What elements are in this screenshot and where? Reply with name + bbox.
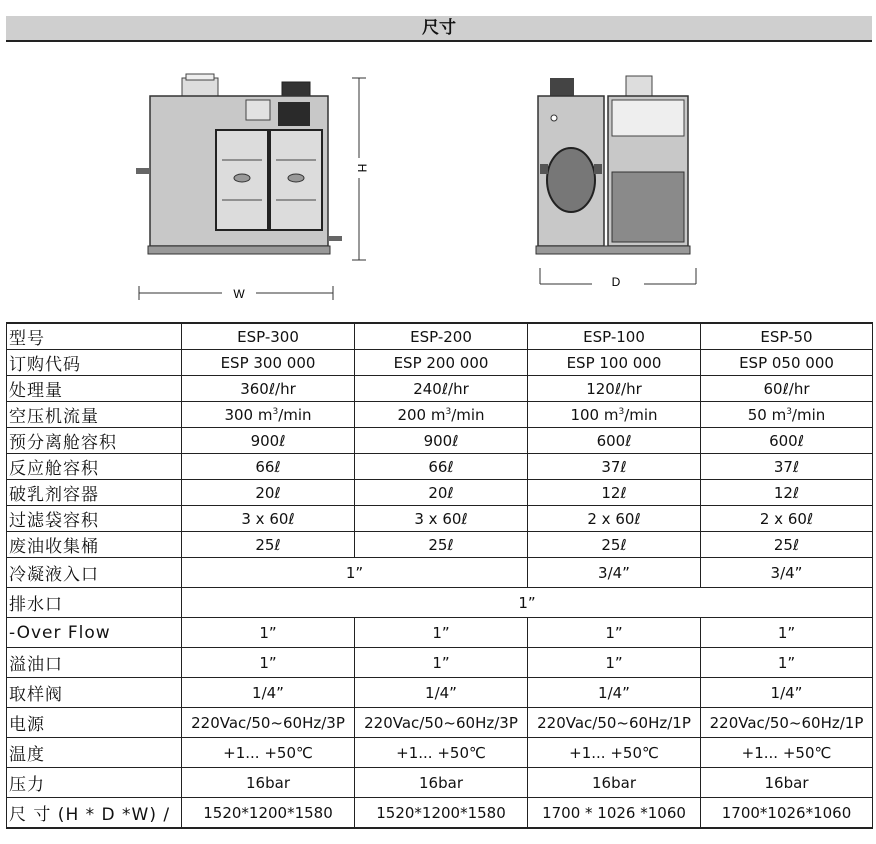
table-cell: 12ℓ bbox=[528, 480, 701, 506]
table-cell: 1700 * 1026 *1060 bbox=[528, 798, 701, 829]
table-cell: 220Vac/50~60Hz/1P bbox=[701, 708, 873, 738]
row-label: 溢油口 bbox=[7, 648, 182, 678]
table-cell: 1” bbox=[355, 618, 528, 648]
row-label: 温度 bbox=[7, 738, 182, 768]
table-cell: 1” bbox=[355, 648, 528, 678]
row-label: 废油收集桶 bbox=[7, 532, 182, 558]
table-cell: 900ℓ bbox=[355, 428, 528, 454]
table-cell: 16bar bbox=[182, 768, 355, 798]
table-cell: 12ℓ bbox=[701, 480, 873, 506]
table-cell: 1” bbox=[182, 588, 873, 618]
table-cell: +1... +50℃ bbox=[355, 738, 528, 768]
table-cell: 50 $m^3/\min$ bbox=[701, 402, 873, 428]
table-cell: 220Vac/50~60Hz/3P bbox=[355, 708, 528, 738]
table-cell: 25ℓ bbox=[528, 532, 701, 558]
row-label: 过滤袋容积 bbox=[7, 506, 182, 532]
table-cell: 900ℓ bbox=[182, 428, 355, 454]
table-row bbox=[7, 428, 873, 454]
table-row bbox=[7, 532, 873, 558]
row-label: 冷凝液入口 bbox=[7, 558, 182, 588]
front-view-drawing bbox=[136, 74, 366, 300]
table-cell: 1” bbox=[528, 648, 701, 678]
table-row bbox=[7, 708, 873, 738]
table-cell: 600ℓ bbox=[528, 428, 701, 454]
row-label: 压力 bbox=[7, 768, 182, 798]
section-title: 尺寸 bbox=[6, 16, 872, 42]
table-row bbox=[7, 588, 873, 618]
table-cell: 20ℓ bbox=[182, 480, 355, 506]
table-row bbox=[7, 648, 873, 678]
table-cell: 66ℓ bbox=[355, 454, 528, 480]
row-label: 尺 寸 (H * D *W) / bbox=[7, 798, 182, 829]
row-label: 处理量 bbox=[7, 376, 182, 402]
table-cell: ESP 200 000 bbox=[355, 350, 528, 376]
table-cell: 16bar bbox=[528, 768, 701, 798]
table-row bbox=[7, 506, 873, 532]
table-cell: 20ℓ bbox=[355, 480, 528, 506]
table-cell: 200 $m^3/\min$ bbox=[355, 402, 528, 428]
table-cell: 1” bbox=[182, 558, 528, 588]
table-cell: 220Vac/50~60Hz/1P bbox=[528, 708, 701, 738]
spec-table bbox=[6, 322, 873, 829]
table-cell: 16bar bbox=[701, 768, 873, 798]
table-cell: 1/4” bbox=[701, 678, 873, 708]
table-cell: ESP 100 000 bbox=[528, 350, 701, 376]
table-cell: +1... +50℃ bbox=[182, 738, 355, 768]
table-cell: 3/4” bbox=[701, 558, 873, 588]
table-cell: 1520*1200*1580 bbox=[182, 798, 355, 829]
table-cell: 25ℓ bbox=[355, 532, 528, 558]
table-cell: 1” bbox=[182, 648, 355, 678]
table-row bbox=[7, 376, 873, 402]
row-label: 订购代码 bbox=[7, 350, 182, 376]
table-cell: ESP 050 000 bbox=[701, 350, 873, 376]
table-cell: 1/4” bbox=[355, 678, 528, 708]
table-cell: 60ℓ/hr bbox=[701, 376, 873, 402]
table-cell: 3 x 60ℓ bbox=[182, 506, 355, 532]
model-header-row bbox=[7, 323, 873, 350]
row-label: 破乳剂容器 bbox=[7, 480, 182, 506]
table-cell: 240ℓ/hr bbox=[355, 376, 528, 402]
table-cell: +1... +50℃ bbox=[528, 738, 701, 768]
table-cell: 1” bbox=[701, 648, 873, 678]
column-header: ESP-200 bbox=[355, 323, 528, 350]
table-cell: 1/4” bbox=[528, 678, 701, 708]
table-cell: 16bar bbox=[355, 768, 528, 798]
side-view-drawing bbox=[536, 76, 696, 284]
table-cell: 2 x 60ℓ bbox=[528, 506, 701, 532]
row-label: 空压机流量 bbox=[7, 402, 182, 428]
product-drawings bbox=[0, 60, 876, 310]
table-cell: 120ℓ/hr bbox=[528, 376, 701, 402]
row-label: -Over Flow bbox=[7, 618, 182, 648]
table-row bbox=[7, 768, 873, 798]
row-label: 反应舱容积 bbox=[7, 454, 182, 480]
column-header: ESP-50 bbox=[701, 323, 873, 350]
table-cell: 300 $m^3/\min$ bbox=[182, 402, 355, 428]
width-dimension-label: W bbox=[233, 287, 245, 301]
table-cell: 37ℓ bbox=[528, 454, 701, 480]
table-row bbox=[7, 402, 873, 428]
table-row bbox=[7, 798, 873, 829]
table-row bbox=[7, 558, 873, 588]
height-dimension-label: H bbox=[355, 163, 369, 173]
table-row bbox=[7, 678, 873, 708]
row-label: 预分离舱容积 bbox=[7, 428, 182, 454]
table-row bbox=[7, 618, 873, 648]
column-header: ESP-300 bbox=[182, 323, 355, 350]
table-cell: 37ℓ bbox=[701, 454, 873, 480]
table-cell: 1” bbox=[528, 618, 701, 648]
column-header: 型号 bbox=[7, 323, 182, 350]
row-label: 排水口 bbox=[7, 588, 182, 618]
row-label: 电源 bbox=[7, 708, 182, 738]
table-cell: 1” bbox=[701, 618, 873, 648]
table-cell: 1700*1026*1060 bbox=[701, 798, 873, 829]
table-row bbox=[7, 480, 873, 506]
table-cell: 220Vac/50~60Hz/3P bbox=[182, 708, 355, 738]
table-cell: ESP 300 000 bbox=[182, 350, 355, 376]
table-cell: +1... +50℃ bbox=[701, 738, 873, 768]
table-cell: 360ℓ/hr bbox=[182, 376, 355, 402]
table-cell: 25ℓ bbox=[182, 532, 355, 558]
table-cell: 100 $m^3/\min$ bbox=[528, 402, 701, 428]
table-cell: 600ℓ bbox=[701, 428, 873, 454]
row-label: 取样阀 bbox=[7, 678, 182, 708]
table-row bbox=[7, 738, 873, 768]
table-cell: 66ℓ bbox=[182, 454, 355, 480]
table-cell: 25ℓ bbox=[701, 532, 873, 558]
depth-dimension-label: D bbox=[611, 275, 621, 289]
table-cell: 1520*1200*1580 bbox=[355, 798, 528, 829]
table-cell: 3/4” bbox=[528, 558, 701, 588]
column-header: ESP-100 bbox=[528, 323, 701, 350]
table-cell: 1” bbox=[182, 618, 355, 648]
table-row bbox=[7, 454, 873, 480]
table-cell: 2 x 60ℓ bbox=[701, 506, 873, 532]
table-cell: 1/4” bbox=[182, 678, 355, 708]
table-cell: 3 x 60ℓ bbox=[355, 506, 528, 532]
table-row bbox=[7, 350, 873, 376]
